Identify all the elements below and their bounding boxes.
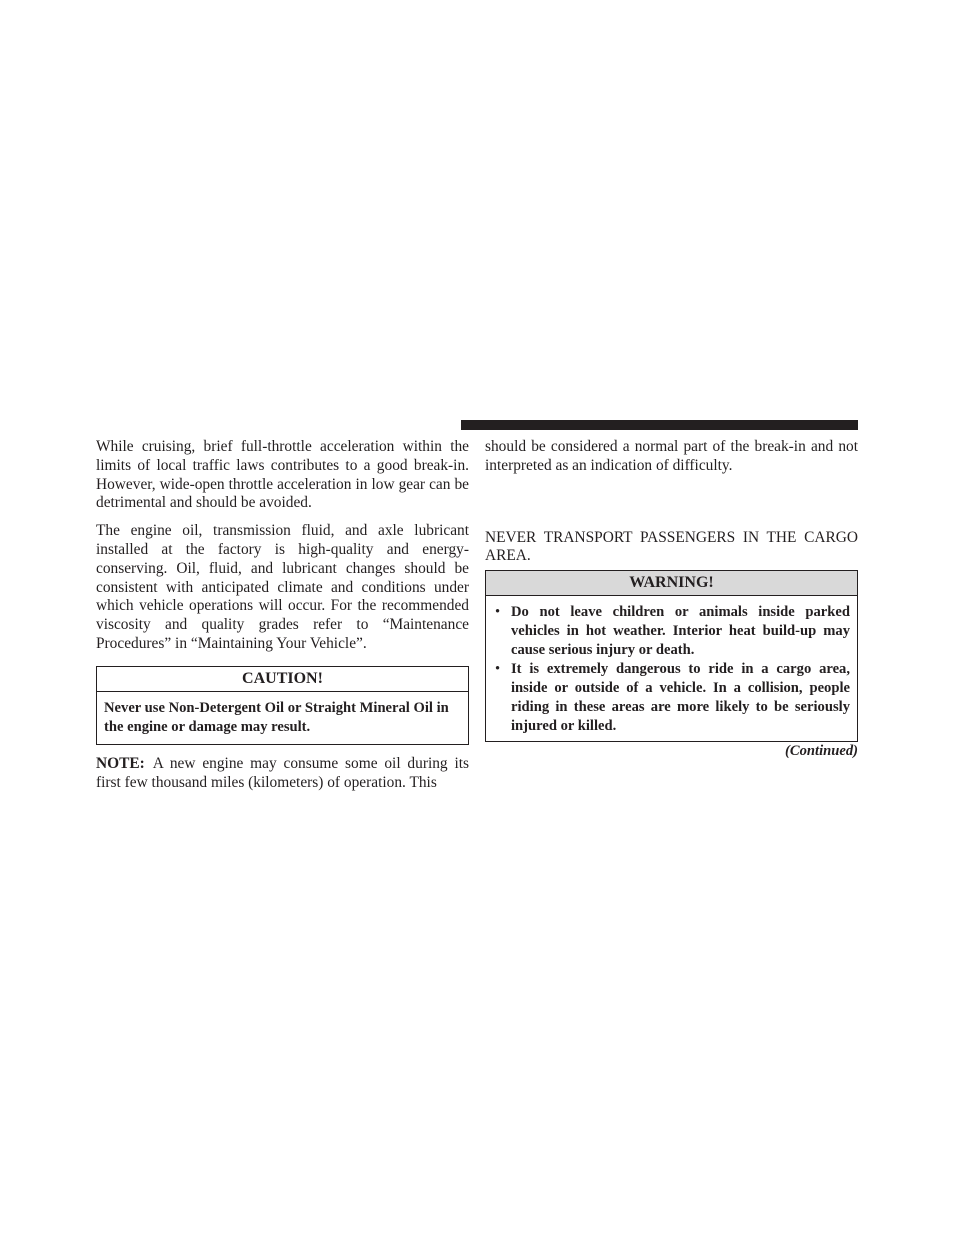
continued-marker: (Continued) — [785, 743, 858, 760]
note-text: A new engine may consume some oil during its first few thousand miles (kilometers) of operation. This — [96, 754, 469, 791]
caution-body: Never use Non-Detergent Oil or Straight Mineral Oil in the engine or damage may result. — [104, 699, 449, 735]
left-column — [96, 438, 469, 792]
paragraph-factory-fluids: The engine oil, transmission fluid, and axle lubricant installed at the factory is high-quality and energy-conserving. Oil, fluid, and lubricant changes should be consistent with anticipated climate and conditions under which vehicle operations will occur. For the recommended viscosity and quality grades refer to “Maintenance Procedures” in “Maintaining Your Vehicle”. — [96, 522, 469, 652]
warning-box — [485, 570, 858, 742]
warning-body — [486, 596, 857, 741]
warning-item-text: It is extremely dangerous to ride in a cargo area, inside or outside of a vehicle. In a collision, people riding in these areas are more likely to be seriously injured or killed. — [511, 661, 850, 735]
paragraph-cargo-passengers: NEVER TRANSPORT PASSENGERS IN THE CARGO AREA. — [485, 528, 858, 565]
note-paragraph — [96, 755, 469, 793]
warning-item — [493, 660, 850, 736]
paragraph-break-in-continued: should be considered a normal part of the break-in and not interpreted as an indication of difficulty. — [485, 438, 858, 474]
bullet-icon: • — [495, 661, 501, 678]
warning-title: WARNING! — [486, 571, 857, 596]
warning-item-text: Do not leave children or animals inside parked vehicles in hot weather. Interior heat build-up may cause serious injury or death. — [511, 604, 850, 659]
caution-box — [96, 666, 469, 745]
section-header-bar — [461, 420, 858, 430]
bullet-icon: • — [495, 604, 501, 621]
paragraph-break-in-acceleration: While cruising, brief full-throttle acceleration within the limits of local traffic laws contributes to a good break-in. However, wide-open throttle acceleration in low gear can be detrimental and should be avoided. — [96, 438, 469, 512]
right-column — [485, 438, 858, 760]
caution-title: CAUTION! — [97, 667, 468, 692]
note-label: NOTE: — [96, 754, 145, 772]
warning-item — [493, 603, 850, 660]
